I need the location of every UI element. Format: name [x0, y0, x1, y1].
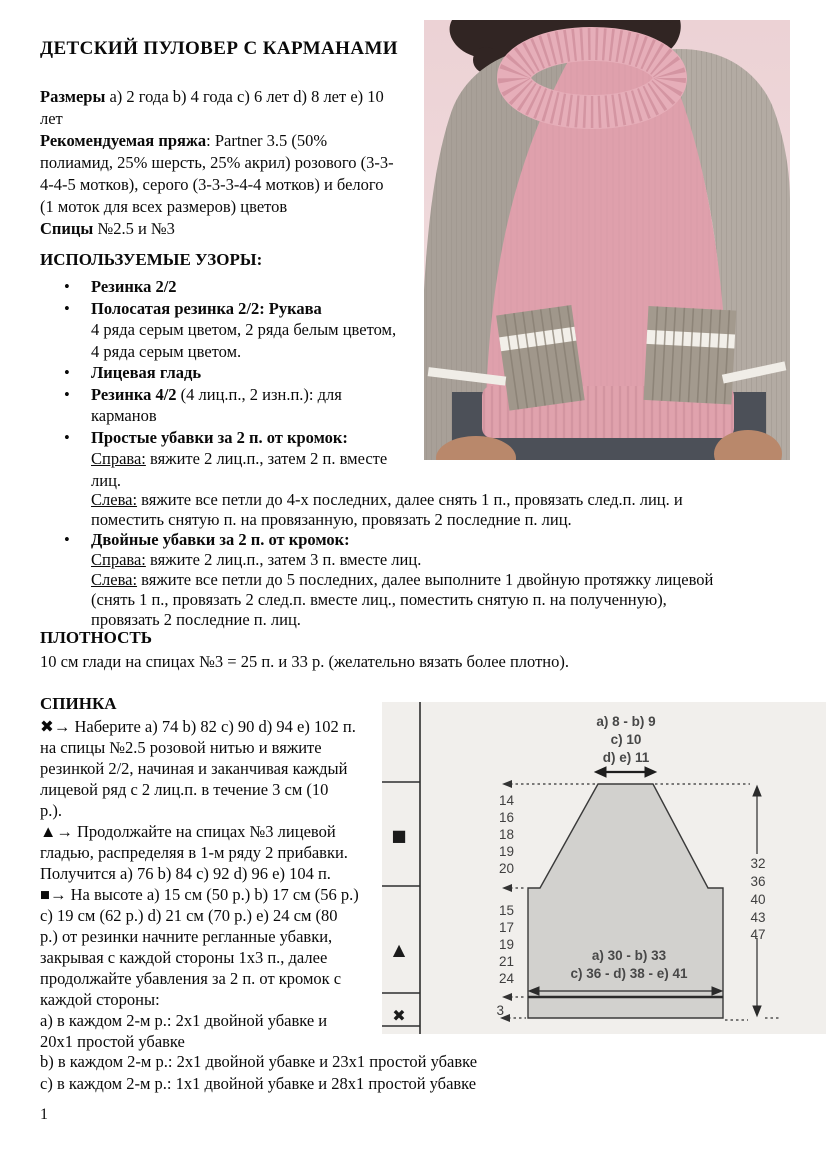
text-line: ✖→ Наберите a) 74 b) 82 c) 90 d) 94 e) 102 п.	[40, 717, 356, 736]
marker-square-icon: ■	[391, 826, 407, 845]
decrease-instructions	[40, 490, 713, 630]
bullet-icon: •	[64, 277, 70, 296]
text-line: р.).	[40, 801, 62, 820]
bullet-icon: •	[64, 530, 70, 549]
svg-text:a) 30 - b) 33: a) 30 - b) 33	[591, 948, 667, 963]
svg-text:19: 19	[498, 937, 514, 952]
schematic-diagram-back	[382, 702, 826, 1034]
svg-text:32: 32	[750, 856, 766, 871]
text-line: Справа: вяжите 2 лиц.п., затем 3 п. вместе лиц.	[91, 550, 422, 569]
text-line: Справа: вяжите 2 лиц.п., затем 2 п. вместе	[91, 449, 388, 468]
svg-text:47: 47	[750, 927, 766, 942]
back-heading: СПИНКА	[40, 694, 117, 713]
left-pocket	[496, 305, 585, 411]
text-line: 10 см глади на спицах №3 = 25 п. и 33 р. (желательно вязать более плотно).	[40, 652, 569, 671]
page-title: ДЕТСКИЙ ПУЛОВЕР С КАРМАНАМИ	[40, 38, 398, 59]
back-instructions	[40, 716, 359, 1052]
intro-paragraph	[40, 86, 394, 240]
text-line: лицевой ряд с 2 лиц.п. в течение 3 см (10	[40, 780, 329, 799]
svg-text:17: 17	[498, 920, 514, 935]
svg-text:c) 36 - d) 38 - e) 41: c) 36 - d) 38 - e) 41	[570, 966, 688, 981]
svg-text:18: 18	[498, 827, 514, 842]
text-line: a) в каждом 2-м р.: 2x1 двойной убавке и	[40, 1011, 328, 1030]
text-line: р.) от резинки начните регланные убавки,	[40, 927, 333, 946]
bullet-icon: •	[64, 384, 70, 404]
text-line: Рекомендуемая пряжа: Partner 3.5 (50%	[40, 131, 328, 150]
gauge-heading: ПЛОТНОСТЬ	[40, 628, 152, 647]
total-height-values	[750, 856, 765, 942]
text-line: 4-4-5 мотков), серого (3-3-3-4-4 мотков) и белого	[40, 175, 384, 194]
svg-text:16: 16	[498, 810, 514, 825]
text-line: • Резинка 4/2 (4 лиц.п., 2 изн.п.): для	[64, 384, 342, 404]
bullet-icon: •	[64, 427, 70, 447]
svg-text:21: 21	[498, 954, 514, 969]
back-instructions-full-width	[40, 1051, 477, 1095]
text-line: Слева: вяжите все петли до 5 последних, далее выполните 1 двойную протяжку лицевой	[91, 570, 714, 589]
gauge-text	[40, 652, 569, 672]
svg-text:43: 43	[750, 910, 766, 925]
svg-text:14: 14	[498, 793, 514, 808]
text-line: провязать 2 последние п. лиц.	[91, 610, 301, 629]
text-line: лиц.	[91, 470, 122, 490]
text-line: лет	[40, 109, 63, 128]
text-line: 4 ряда серым цветом.	[91, 341, 242, 361]
patterns-heading: ИСПОЛЬЗУЕМЫЕ УЗОРЫ:	[40, 250, 263, 269]
svg-text:36: 36	[750, 874, 766, 889]
text-line: Спицы №2.5 и №3	[40, 219, 175, 238]
text-line: b) в каждом 2-м р.: 2x1 двойной убавке и 23x1 простой убавке	[40, 1052, 478, 1071]
text-line: (1 моток для всех размеров) цветов	[40, 197, 288, 216]
text-line: продолжайте убавления за 2 п. от кромок с	[40, 969, 342, 988]
marker-triangle-icon: ▲	[392, 940, 406, 959]
svg-text:d) e) 11: d) e) 11	[602, 750, 650, 765]
text-line: каждой стороны:	[40, 990, 160, 1009]
text-line: полиамид, 25% шерсть, 25% акрил) розового (3-3-	[40, 153, 394, 172]
text-line: поместить снятую п. на провязанную, провязать 2 последние п. лиц.	[91, 510, 572, 529]
svg-text:20: 20	[498, 861, 514, 876]
text-line: Размеры a) 2 года b) 4 года c) 6 лет d) 8 лет e) 10	[40, 87, 384, 106]
svg-text:24: 24	[498, 971, 514, 986]
raglan-row-counts	[499, 793, 515, 876]
text-line: на спицы №2.5 розовой нитью и вяжите	[40, 738, 322, 757]
bullet-icon: •	[64, 298, 70, 318]
text-line: (снять 1 п., провязать 2 след.п. вместе лиц., поместить снятую п. на полученную),	[91, 590, 667, 609]
text-line: резинкой 2/2, начиная и заканчивая каждый	[40, 759, 348, 778]
rib-height-label: 3	[496, 1003, 504, 1018]
marker-cross-icon: ✖	[392, 1006, 406, 1025]
text-line: c) 19 см (62 р.) d) 21 см (70 р.) e) 24 см (80	[40, 906, 338, 925]
page-number: 1	[40, 1106, 48, 1123]
text-line: Получится a) 76 b) 84 c) 92 d) 96 e) 104 п.	[40, 864, 331, 883]
svg-text:19: 19	[498, 844, 514, 859]
patterns-list	[40, 276, 396, 491]
bullet-icon: •	[64, 363, 70, 382]
text-line: гладью, распределяя в 1-м ряду 2 прибавки.	[40, 843, 348, 862]
text-line: • Лицевая гладь	[64, 363, 202, 382]
text-line: ■→ На высоте a) 15 см (50 р.) b) 17 см (56 р.)	[40, 885, 359, 904]
svg-text:40: 40	[750, 892, 766, 907]
svg-text:c) 10: c) 10	[610, 732, 642, 747]
text-line: • Простые убавки за 2 п. от кромок:	[64, 427, 348, 447]
photo-child-pullover	[424, 20, 790, 460]
svg-text:a) 8 - b) 9: a) 8 - b) 9	[596, 714, 656, 729]
text-line: 4 ряда серым цветом, 2 ряда белым цветом,	[91, 320, 397, 339]
text-line: c) в каждом 2-м р.: 1x1 двойной убавке и 28x1 простой убавке	[40, 1074, 477, 1093]
text-line: карманов	[91, 406, 157, 425]
svg-text:15: 15	[498, 903, 514, 918]
text-line: • Резинка 2/2	[64, 277, 177, 296]
text-line: • Двойные убавки за 2 п. от кромок:	[64, 530, 350, 549]
text-line: Слева: вяжите все петли до 4-х последних, далее снять 1 п., провязать след.п. лиц. и	[91, 490, 683, 509]
text-line: 20x1 простой убавке	[40, 1032, 185, 1051]
text-line: закрывая с каждой стороны 1x3 п., далее	[40, 948, 328, 967]
right-pocket	[644, 306, 737, 404]
text-line: • Полосатая резинка 2/2: Рукава	[64, 298, 322, 318]
body-height-counts	[499, 903, 515, 986]
text-line: ▲→ Продолжайте на спицах №3 лицевой	[40, 822, 336, 841]
